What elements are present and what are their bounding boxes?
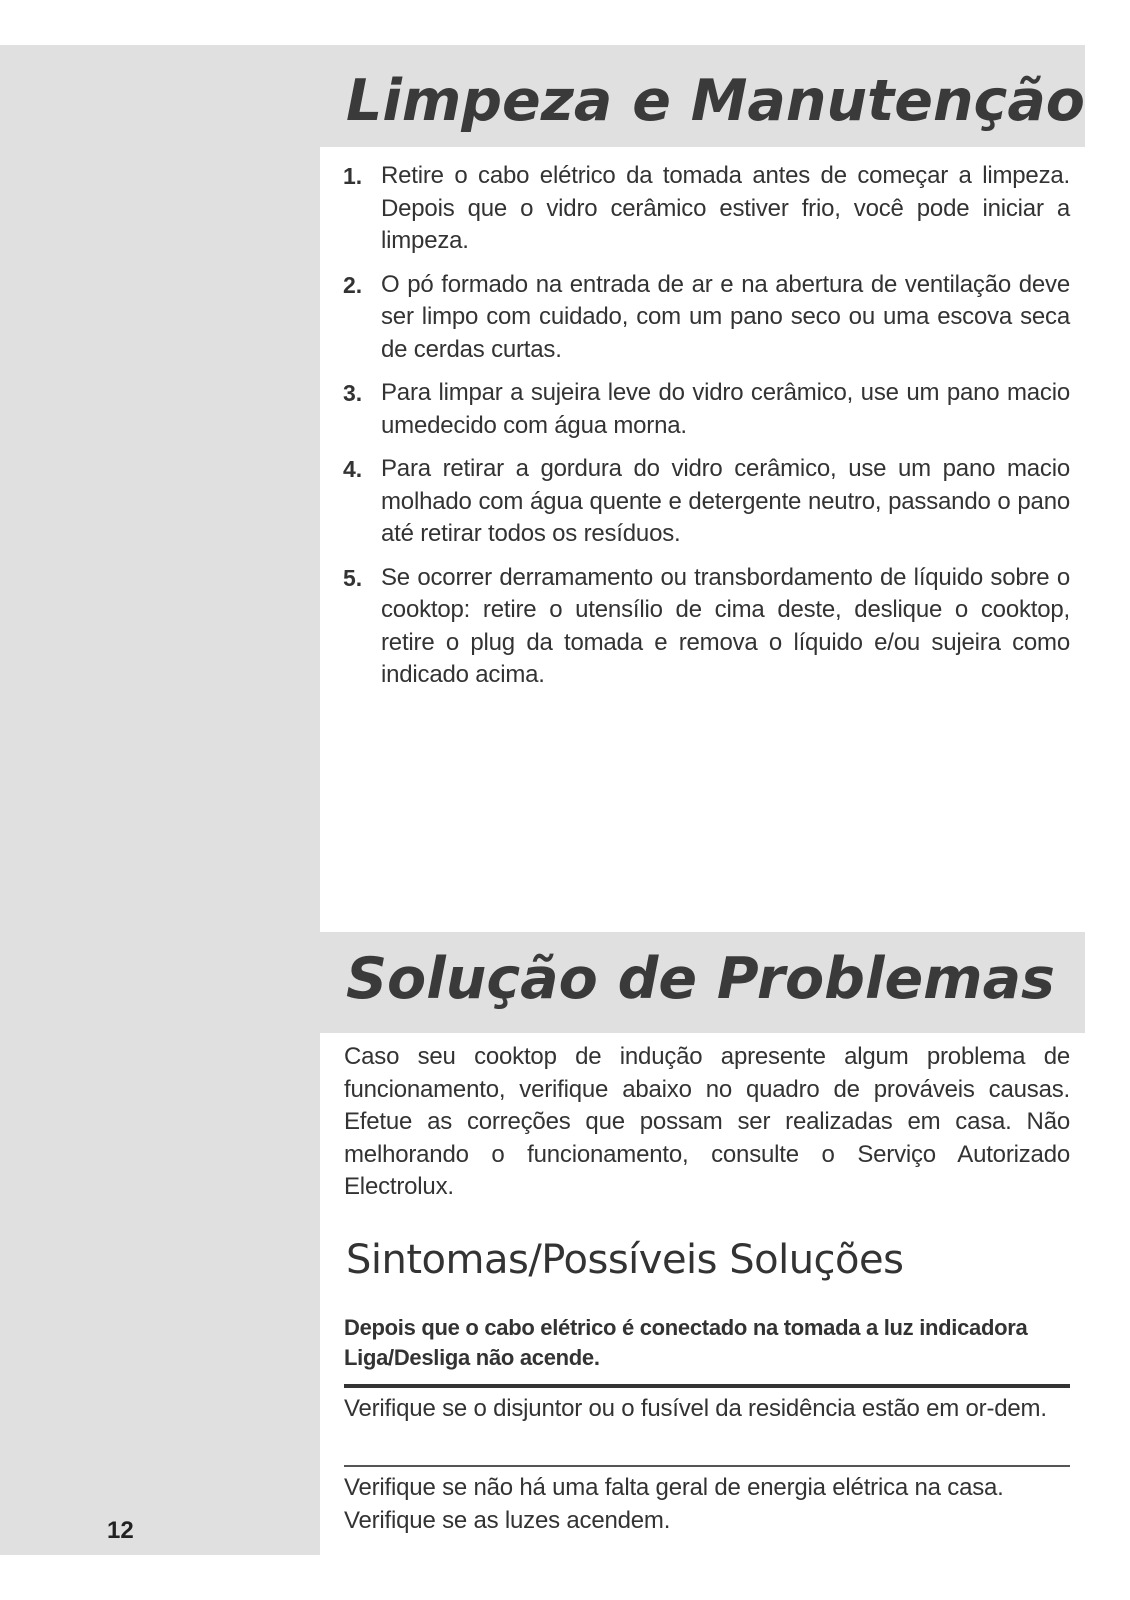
symptom-text: Depois que o cabo elétrico é conectado na tomada a luz indicadora Liga/Desliga não acende.	[344, 1315, 1028, 1370]
solution-text: Verifique se o disjuntor ou o fusível da residência estão em or-dem.	[344, 1395, 1047, 1422]
cleaning-step	[343, 377, 1070, 442]
step-text: Para limpar a sujeira leve do vidro cerâmico, use um pano macio umedecido com água morna.	[381, 379, 1070, 439]
troubleshooting-intro: Caso seu cooktop de indução apresente algum problema de funcionamento, verifique abaixo no quadro de prováveis causas. Efetue as correções que possam ser realizadas em casa. Não melhorando o funcionamento, consulte o Serviço Autorizado Electrolux.	[344, 1043, 1070, 1200]
step-number: 4.	[343, 456, 363, 482]
symptoms-solutions-heading: Sintomas/Possíveis Soluções	[346, 1237, 904, 1283]
cleaning-step	[343, 453, 1070, 551]
step-number: 1.	[343, 163, 363, 189]
cleaning-step	[343, 269, 1070, 367]
solution-divider	[344, 1465, 1070, 1467]
cleaning-section-title: Limpeza e Manutenção	[346, 68, 1085, 134]
step-text: Para retirar a gordura do vidro cerâmico, use um pano macio molhado com água quente e detergente neutro, passando o pano até retirar todos os resíduos.	[381, 455, 1070, 547]
step-number: 2.	[343, 271, 363, 298]
step-number: 5.	[343, 564, 363, 591]
solution-text: Verifique se não há uma falta geral de energia elétrica na casa. Verifique se as luzes acendem.	[344, 1474, 1004, 1534]
cleaning-step	[343, 562, 1070, 692]
step-number: 3.	[343, 380, 363, 406]
step-text: O pó formado na entrada de ar e na abertura de ventilação deve ser limpo com cuidado, com um pano seco ou uma escova seca de cerdas curtas.	[381, 270, 1070, 363]
left-sidebar-band	[0, 45, 320, 1555]
cleaning-steps-list	[343, 160, 1070, 703]
symptom-divider	[344, 1384, 1070, 1388]
page-number: 12	[107, 1517, 134, 1544]
step-text: Se ocorrer derramamento ou transbordamento de líquido sobre o cooktop: retire o utensílio de cima deste, deslique o cooktop, retire o plug da tomada e remova o líquido e/ou sujeira como indicado acima.	[381, 563, 1070, 688]
troubleshooting-section-title: Solução de Problemas	[346, 946, 1055, 1012]
cleaning-step	[343, 160, 1070, 258]
step-text: Retire o cabo elétrico da tomada antes de começar a limpeza. Depois que o vidro cerâmico estiver frio, você pode iniciar a limpeza.	[381, 162, 1070, 254]
